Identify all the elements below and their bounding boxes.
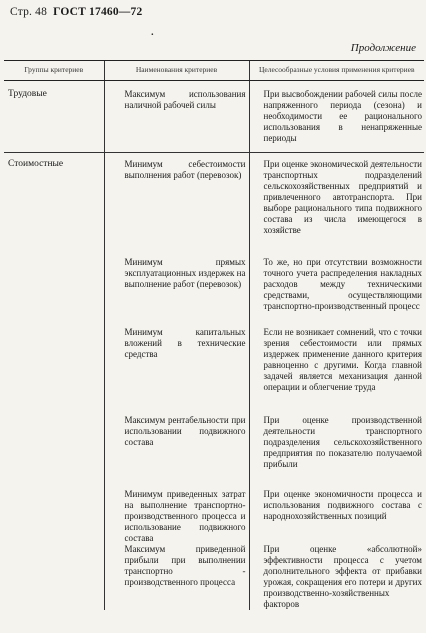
standard-number: ГОСТ 17460—72 xyxy=(53,6,143,18)
table-row xyxy=(4,411,424,489)
dot-mark: · xyxy=(150,28,155,43)
criteria-table xyxy=(4,60,424,610)
conditions-cell: При оценке «абсолютной» эффективности процесса с учетом дополнительного эффекта от прибавки урожая, сокращения его потери и других производственно-хозяйственных факторов xyxy=(249,544,424,610)
table-row xyxy=(4,544,424,610)
table-row xyxy=(4,153,424,257)
group-cell xyxy=(4,489,104,544)
group-cell xyxy=(4,327,104,411)
conditions-cell: При оценке экономической деятельности транспортных подразделений сельскохозяйственных предприятий и привлеченного автотранспорта. При выборе рационального типа подвижного состава из числа имеющегося в хозяйстве xyxy=(249,153,424,257)
column-header-groups: Группы критериев xyxy=(4,61,104,81)
conditions-cell: То же, но при отсутствии возможности точного учета распределения накладных расходов между техническими средствами, осуществляющими транспортно-производственный процесс xyxy=(249,257,424,327)
table-row xyxy=(4,489,424,544)
column-header-names: Наименования критериев xyxy=(104,61,249,81)
criterion-cell: Максимум приведенной прибыли при выполнении транспортно - производственного процесса xyxy=(104,544,249,610)
criterion-cell: Минимум приведенных затрат на выполнение транспортно-производственного процесса и использование подвижного состава xyxy=(104,489,249,544)
conditions-cell: При оценке экономичности процесса и использования подвижного состава с народнохозяйственных позиций xyxy=(249,489,424,544)
criterion-cell: Максимум использования наличной рабочей силы xyxy=(104,81,249,153)
criterion-cell: Максимум рентабельности при использовании подвижного состава xyxy=(104,411,249,489)
group-cell xyxy=(4,411,104,489)
continuation-label: Продолжение xyxy=(350,42,416,54)
group-cell xyxy=(4,257,104,327)
criterion-cell: Минимум капитальных вложений в технические средства xyxy=(104,327,249,411)
group-cell: Стоимостные xyxy=(4,153,104,257)
criterion-cell: Минимум прямых эксплуатационных издержек на выполнение работ (перевозок) xyxy=(104,257,249,327)
conditions-cell: При оценке производственной деятельности транспортного подразделения сельскохозяйственного предприятия по показателю получаемой прибыли xyxy=(249,411,424,489)
page-number: Стр. 48 xyxy=(10,6,48,18)
conditions-cell: При высвобождении рабочей силы после напряженного периода (сезона) и необходимости ее рационального использования в ненапряженные периоды xyxy=(249,81,424,153)
page-header xyxy=(10,6,142,18)
group-cell: Трудовые xyxy=(8,89,47,99)
conditions-cell: Если не возникает сомнений, что с точки зрения себестоимости или прямых издержек применение данного критерия равноценно с другими. Когда главной задачей является механизация данной операции и облегчение труда xyxy=(249,327,424,411)
criterion-cell: Минимум себестоимости выполнения работ (перевозок) xyxy=(104,153,249,257)
table-header-row xyxy=(4,61,424,81)
table-row xyxy=(4,81,424,153)
table-row xyxy=(4,327,424,411)
table-row xyxy=(4,257,424,327)
column-header-conditions: Целесообразные условия применения критериев xyxy=(249,61,424,81)
group-cell xyxy=(4,544,104,610)
